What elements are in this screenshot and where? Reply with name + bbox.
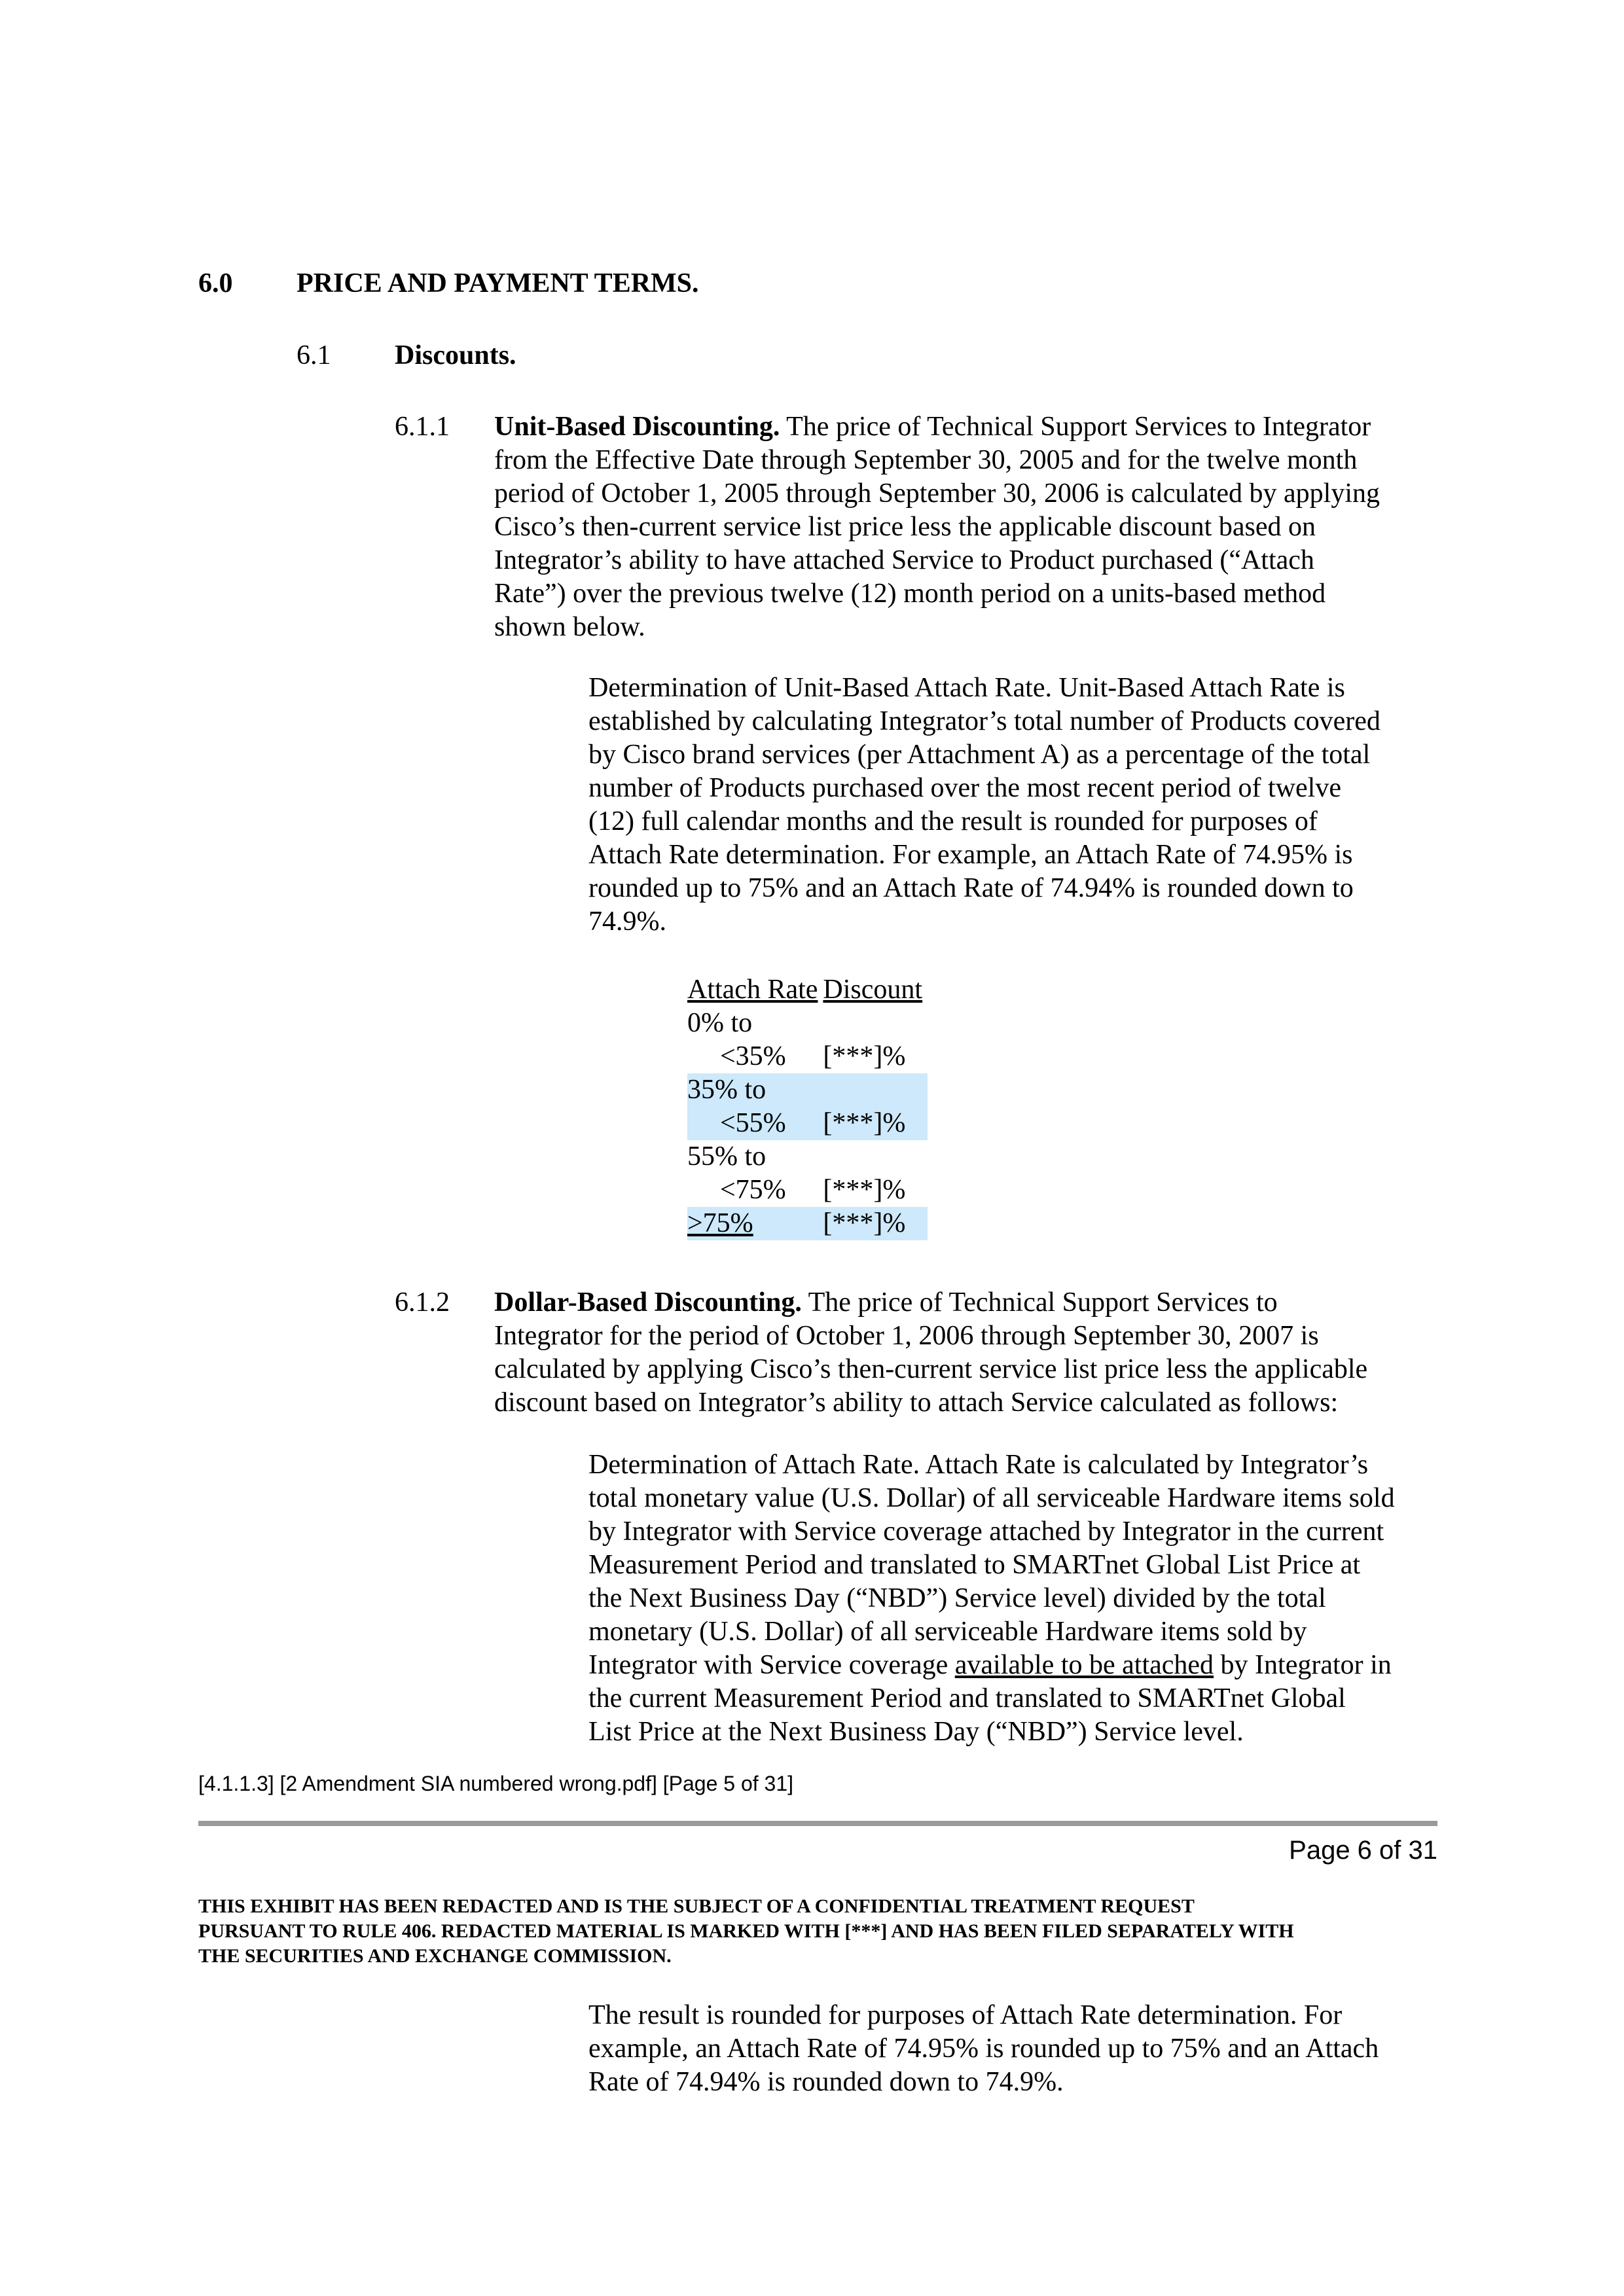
rate-cell: [687, 1207, 823, 1240]
determination-line: the current Measurement Period and translated to SMARTnet Global: [588, 1683, 1346, 1713]
unit-based-line: Rate”) over the previous twelve (12) month period on a units-based method: [494, 579, 1326, 609]
determination-line: (12) full calendar months and the result is rounded for purposes of: [588, 806, 1318, 836]
unit-based-line: The price of Technical Support Services to Integrator: [780, 412, 1371, 442]
discount-cell: [***]%: [823, 1073, 928, 1140]
header-discount: Discount: [823, 975, 923, 1005]
section-number: 6.0: [198, 268, 233, 298]
rate-cell: [687, 1140, 823, 1207]
table-row: [687, 1007, 928, 1073]
notice-line: THIS EXHIBIT HAS BEEN REDACTED AND IS THE SUBJECT OF A CONFIDENTIAL TREATMENT REQUEST: [198, 1895, 1195, 1917]
determination-line: Determination of Attach Rate. Attach Rate is calculated by Integrator’s: [588, 1450, 1369, 1480]
continuation-line: Rate of 74.94% is rounded down to 74.9%.: [588, 2067, 1064, 2097]
determination-line: Determination of Unit-Based Attach Rate. Unit-Based Attach Rate is: [588, 673, 1345, 703]
notice-line: PURSUANT TO RULE 406. REDACTED MATERIAL IS MARKED WITH [***] AND HAS BEEN FILED SEPARATELY WITH: [198, 1920, 1294, 1942]
unit-based-number: 6.1.1: [395, 412, 450, 442]
continuation-line: example, an Attach Rate of 74.95% is rounded up to 75% and an Attach: [588, 2034, 1379, 2064]
continuation-paragraph: [588, 1999, 1379, 2099]
rate-from: 35% to: [687, 1075, 767, 1105]
table-header-row: [687, 973, 928, 1007]
unit-based-line: shown below.: [494, 612, 645, 642]
notice-line: THE SECURITIES AND EXCHANGE COMMISSION.: [198, 1945, 672, 1967]
rate-to: <35%: [720, 1041, 786, 1071]
determination-line: total monetary value (U.S. Dollar) of all serviceable Hardware items sold: [588, 1483, 1395, 1513]
unit-based-line: Integrator’s ability to have attached Service to Product purchased (“Attach: [494, 545, 1314, 575]
discount-cell: [***]%: [823, 1175, 906, 1205]
unit-based-paragraph: [494, 410, 1380, 644]
line-segment: by Integrator in: [1214, 1650, 1392, 1680]
page-label: Page 6 of 31: [1289, 1836, 1437, 1865]
table-row: [687, 1207, 928, 1240]
dollar-based-paragraph: [494, 1286, 1367, 1420]
dollar-based-number: 6.1.2: [395, 1287, 450, 1318]
dollar-based-determination: [588, 1448, 1395, 1749]
determination-line: List Price at the Next Business Day (“NBD”) Service level.: [588, 1717, 1244, 1747]
discount-cell: [***]%: [823, 1207, 928, 1240]
continuation-line: The result is rounded for purposes of Attach Rate determination. For: [588, 2000, 1343, 2030]
footer-reference: [4.1.1.3] [2 Amendment SIA numbered wrong.pdf] [Page 5 of 31]: [198, 1772, 794, 1795]
unit-based-line: Cisco’s then-current service list price less the applicable discount based on: [494, 512, 1316, 542]
determination-line: 74.9%.: [588, 906, 666, 937]
table-row: [687, 1140, 928, 1207]
unit-based-determination: [588, 672, 1380, 939]
unit-based-line: period of October 1, 2005 through September 30, 2006 is calculated by applying: [494, 478, 1380, 509]
dollar-based-heading: Dollar-Based Discounting.: [494, 1287, 802, 1318]
underlined-phrase: available to be attached: [954, 1650, 1214, 1680]
determination-line: Attach Rate determination. For example, an Attach Rate of 74.95% is: [588, 840, 1353, 870]
confidential-notice: [198, 1894, 1294, 1969]
rate-cell: [687, 1073, 823, 1140]
determination-line: rounded up to 75% and an Attach Rate of 74.94% is rounded down to: [588, 873, 1354, 903]
dollar-based-line: Integrator for the period of October 1, 2006 through September 30, 2007 is: [494, 1321, 1319, 1351]
determination-line: the Next Business Day (“NBD”) Service level) divided by the total: [588, 1583, 1326, 1613]
determination-line: monetary (U.S. Dollar) of all serviceable Hardware items sold by: [588, 1617, 1307, 1647]
determination-line: Measurement Period and translated to SMARTnet Global List Price at: [588, 1550, 1361, 1580]
section-title: PRICE AND PAYMENT TERMS.: [297, 268, 699, 298]
rate-to: <75%: [720, 1175, 786, 1205]
attach-rate-table: [687, 973, 928, 1240]
dollar-based-line: discount based on Integrator’s ability to attach Service calculated as follows:: [494, 1388, 1339, 1418]
rate-from: 55% to: [687, 1141, 767, 1172]
attach-rate-table-wrap: [687, 973, 928, 1240]
subsection-number: 6.1: [297, 340, 331, 370]
determination-line: by Cisco brand services (per Attachment A) as a percentage of the total: [588, 740, 1371, 770]
determination-line: by Integrator with Service coverage attached by Integrator in the current: [588, 1516, 1384, 1547]
determination-line: [588, 1649, 1395, 1682]
determination-line: number of Products purchased over the most recent period of twelve: [588, 773, 1341, 803]
subsection-title: Discounts.: [395, 340, 516, 370]
discount-cell: [***]%: [823, 1041, 906, 1071]
unit-based-heading: Unit-Based Discounting.: [494, 412, 780, 442]
rate-cell: [687, 1007, 823, 1073]
table-row: [687, 1073, 928, 1140]
unit-based-line: from the Effective Date through September 30, 2005 and for the twelve month: [494, 445, 1358, 475]
header-attach-rate: Attach Rate: [687, 975, 818, 1005]
rate-to: <55%: [720, 1108, 786, 1138]
determination-line: established by calculating Integrator’s total number of Products covered: [588, 706, 1380, 736]
rate-from: 0% to: [687, 1008, 753, 1038]
dollar-based-line: calculated by applying Cisco’s then-current service list price less the applicable: [494, 1354, 1368, 1384]
dollar-based-line: The price of Technical Support Services to: [801, 1287, 1278, 1318]
rate-from: >75%: [687, 1208, 753, 1238]
page-divider: [198, 1821, 1437, 1826]
line-segment: Integrator with Service coverage: [588, 1650, 955, 1680]
